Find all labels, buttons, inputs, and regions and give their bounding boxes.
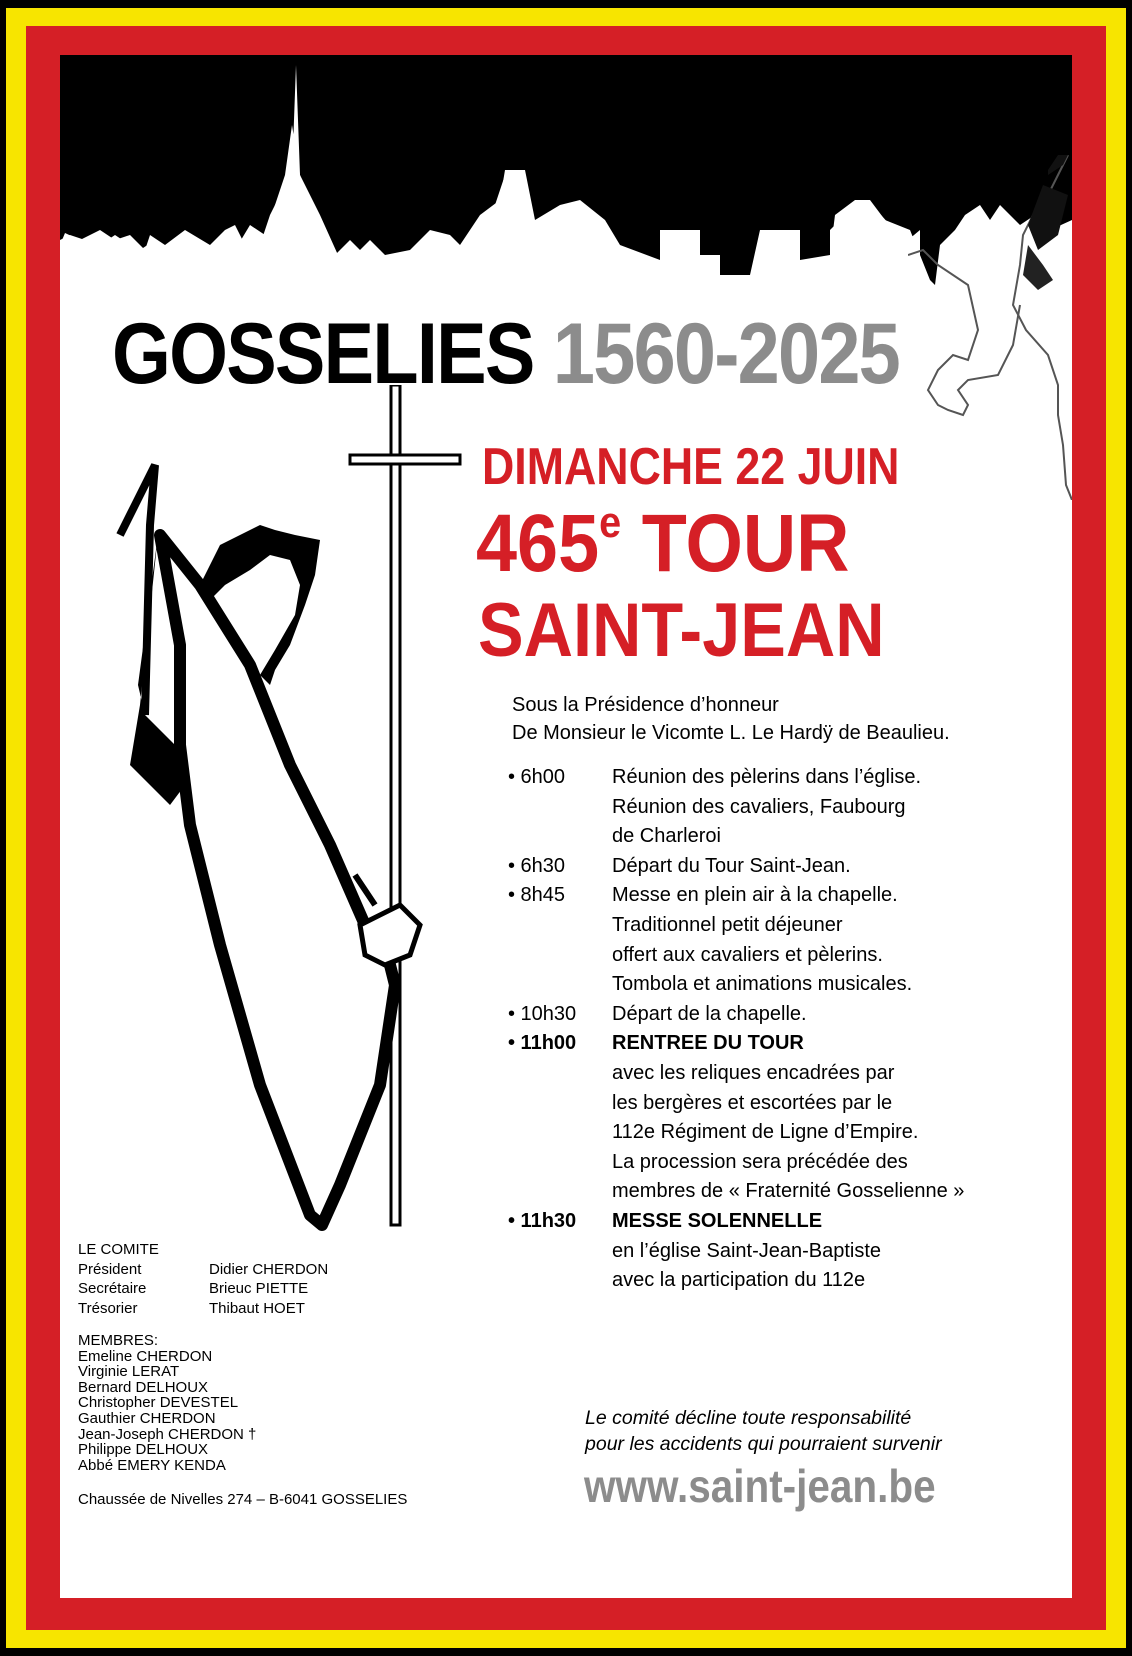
schedule-row bbox=[508, 1148, 964, 1178]
address: Chaussée de Nivelles 274 – B-6041 GOSSELIES bbox=[78, 1491, 408, 1508]
schedule-row bbox=[508, 1118, 964, 1148]
schedule-time bbox=[508, 1266, 612, 1296]
schedule-time: • 8h45 bbox=[508, 884, 566, 907]
comite-role: Président bbox=[78, 1260, 142, 1278]
poster bbox=[60, 55, 1072, 1598]
schedule-description: La procession sera précédée des bbox=[612, 1150, 908, 1173]
schedule-row bbox=[508, 1207, 964, 1237]
schedule-row bbox=[508, 911, 964, 941]
horse-rider-illustration bbox=[908, 155, 1072, 500]
membres-block bbox=[78, 1333, 256, 1473]
schedule-row bbox=[508, 1059, 964, 1089]
comite-roles bbox=[78, 1260, 328, 1319]
schedule-time bbox=[508, 941, 612, 971]
edition-suffix: e bbox=[599, 498, 622, 547]
presidence-text bbox=[512, 691, 950, 747]
schedule-time bbox=[508, 822, 612, 852]
membre-name: Abbé EMERY KENDA bbox=[78, 1456, 226, 1474]
schedule-description: de Charleroi bbox=[612, 825, 721, 848]
event-date: DIMANCHE 22 JUIN bbox=[482, 438, 900, 496]
schedule-row bbox=[508, 763, 964, 793]
schedule-description: Départ de la chapelle. bbox=[612, 1002, 807, 1025]
presidence-line-1: Sous la Présidence d’honneur bbox=[512, 694, 779, 716]
schedule-time: • 11h30 bbox=[508, 1209, 577, 1232]
comite-member-name: Brieuc PIETTE bbox=[209, 1280, 309, 1297]
schedule-row bbox=[508, 822, 964, 852]
schedule-description: Départ du Tour Saint-Jean. bbox=[612, 854, 851, 877]
schedule-time: • 11h00 bbox=[508, 1032, 577, 1055]
membre-name: Jean-Joseph CHERDON † bbox=[78, 1425, 257, 1443]
membres-list bbox=[78, 1349, 256, 1474]
website-link[interactable]: www.saint-jean.be bbox=[584, 1460, 936, 1512]
schedule-description: Réunion des cavaliers, Faubourg bbox=[612, 795, 906, 818]
schedule-time bbox=[508, 970, 612, 1000]
schedule-row bbox=[508, 1089, 964, 1119]
schedule-time: • 6h00 bbox=[508, 766, 566, 788]
schedule-row bbox=[508, 941, 964, 971]
schedule-time bbox=[508, 1148, 612, 1178]
comite-heading: LE COMITE bbox=[78, 1241, 159, 1258]
schedule-time bbox=[508, 1237, 612, 1267]
schedule-description: les bergères et escortées par le bbox=[612, 1091, 893, 1114]
presidence-line-2: De Monsieur le Vicomte L. Le Hardÿ de Beaulieu. bbox=[512, 722, 950, 744]
schedule-time bbox=[508, 911, 612, 941]
schedule-time: • 6h30 bbox=[508, 854, 566, 877]
pilgrim-with-cross-illustration bbox=[100, 385, 480, 1265]
schedule-time bbox=[508, 793, 612, 823]
schedule-list bbox=[508, 763, 964, 1296]
schedule-row bbox=[508, 1029, 964, 1059]
schedule-time bbox=[508, 1089, 612, 1119]
membre-name: Gauthier CHERDON bbox=[78, 1409, 216, 1427]
membre-name: Christopher DEVESTEL bbox=[78, 1394, 239, 1412]
schedule-row bbox=[508, 1266, 964, 1296]
schedule-row bbox=[508, 1000, 964, 1030]
schedule-description: Traditionnel petit déjeuner bbox=[612, 913, 843, 936]
schedule-description: avec les reliques encadrées par bbox=[612, 1061, 895, 1084]
comite-member-name: Thibaut HOET bbox=[209, 1299, 305, 1317]
schedule-time: • 10h30 bbox=[508, 1002, 577, 1025]
schedule-time bbox=[508, 1118, 612, 1148]
schedule-description: en l’église Saint-Jean-Baptiste bbox=[612, 1239, 882, 1262]
schedule-row bbox=[508, 881, 964, 911]
comite-role: Secrétaire bbox=[78, 1280, 147, 1297]
comite-member-name: Didier CHERDON bbox=[209, 1260, 329, 1278]
schedule-description: Réunion des pèlerins dans l’église. bbox=[612, 766, 922, 788]
disclaimer-line-1: Le comité décline toute responsabilité bbox=[585, 1407, 912, 1429]
schedule-description: offert aux cavaliers et pèlerins. bbox=[612, 943, 883, 966]
membre-name: Philippe DELHOUX bbox=[78, 1441, 209, 1459]
schedule-row bbox=[508, 793, 964, 823]
membre-name: Bernard DELHOUX bbox=[78, 1378, 209, 1396]
title-years: 1560-2025 bbox=[552, 306, 899, 402]
membres-heading: MEMBRES: bbox=[78, 1332, 159, 1349]
event-edition bbox=[476, 498, 850, 589]
schedule-row bbox=[508, 852, 964, 882]
membre-name: Emeline CHERDON bbox=[78, 1347, 213, 1365]
tour-word: TOUR bbox=[641, 498, 850, 589]
comite-block bbox=[78, 1240, 328, 1318]
comite-role: Trésorier bbox=[78, 1299, 138, 1317]
disclaimer-line-2: pour les accidents qui pourraient survenir bbox=[585, 1433, 942, 1455]
schedule-description: RENTREE DU TOUR bbox=[612, 1032, 804, 1055]
schedule-description: avec la participation du 112e bbox=[612, 1269, 866, 1292]
event-name: SAINT-JEAN bbox=[478, 588, 885, 673]
schedule-description: MESSE SOLENNELLE bbox=[612, 1209, 823, 1232]
schedule-description: 112e Régiment de Ligne d’Empire. bbox=[612, 1121, 919, 1144]
edition-number: 465 bbox=[476, 498, 600, 589]
membre-name: Virginie LERAT bbox=[78, 1363, 180, 1381]
poster-title bbox=[112, 305, 899, 404]
schedule-row bbox=[508, 1237, 964, 1267]
schedule-description: membres de « Fraternité Gosselienne » bbox=[612, 1180, 965, 1203]
schedule-row bbox=[508, 970, 964, 1000]
title-city: GOSSELIES bbox=[112, 306, 534, 402]
schedule-time bbox=[508, 1177, 612, 1207]
schedule-description: Messe en plein air à la chapelle. bbox=[612, 884, 898, 907]
disclaimer bbox=[585, 1405, 942, 1457]
schedule-row bbox=[508, 1177, 964, 1207]
schedule-description: Tombola et animations musicales. bbox=[612, 973, 913, 996]
schedule-time bbox=[508, 1059, 612, 1089]
